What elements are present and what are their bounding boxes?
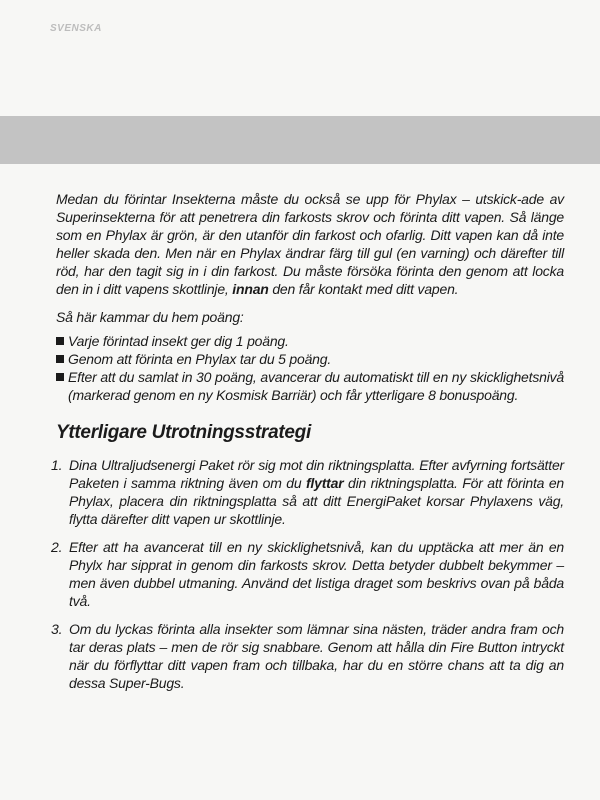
list-item (56, 368, 564, 404)
score-list (56, 332, 564, 404)
list-item (56, 350, 564, 368)
item-emphasis: flyttar (305, 475, 344, 491)
item-number: 1. (51, 457, 63, 473)
item-text-1: Dina Ultraljudsenergi Paket rör sig mot din riktningsplatta. Efter avfyrning fortsätter Paketen i samma riktning även om du (69, 457, 564, 491)
list-item (56, 332, 564, 350)
item-text: Om du lyckas förinta alla insekter som lämnar sina nästen, träder andra fram och tar deras plats – men de rör sig snabbare. Genom att hålla din Fire Button intryckt när du förflyttar ditt vapen fram och tillbaka, har du en större chans att ta dig an dessa Super-Bugs. (69, 621, 564, 691)
bullet-square-icon (56, 373, 64, 381)
header-band (0, 116, 600, 164)
bullet-square-icon (56, 355, 64, 363)
page-content (51, 190, 564, 702)
list-item (51, 538, 564, 610)
item-text-2: din riktningsplatta. För att förinta en Phylax, placera din riktningsplatta så att ditt EnergiPaket korsar Phylaxens väg, flytta därefter ditt vapen ur skottlinje. (69, 475, 564, 527)
language-label: SVENSKA (50, 23, 102, 34)
strategy-list (51, 456, 564, 692)
item-text: Efter att ha avancerat till en ny skicklighetsnivå, kan du upptäcka att mer än en Phylx har sipprat in genom din farkosts skrov. Detta betyder dubbelt bekymmer – men även dubbel utmaning. Använd det listiga draget som beskrivs ovan på båda två. (69, 539, 564, 609)
score-intro: Så här kammar du hem poäng: (56, 309, 244, 325)
list-item (51, 620, 564, 692)
bullet-square-icon (56, 337, 64, 345)
section-heading: Ytterligare Utrotningsstrategi (56, 422, 311, 443)
intro-emphasis: innan (232, 281, 269, 297)
list-item-text: Genom att förinta en Phylax tar du 5 poäng. (68, 351, 332, 367)
list-item-text: Efter att du samlat in 30 poäng, avancerar du automatiskt till en ny skicklighetsnivå (markerad genom en ny Kosmisk Barriär) och får ytterligare 8 bonuspoäng. (68, 369, 564, 403)
list-item (51, 456, 564, 528)
item-number: 3. (51, 621, 63, 637)
intro-text-2: den får kontakt med ditt vapen. (268, 281, 459, 297)
list-item-text: Varje förintad insekt ger dig 1 poäng. (68, 333, 289, 349)
item-number: 2. (51, 539, 63, 555)
intro-text-1: Medan du förintar Insekterna måste du också se upp för Phylax – utskick-ade av Superinsekterna för att penetrera din farkosts skrov och förinta ditt vapen. Så länge som en Phylax är grön, är den utanför din farkost och ofarlig. Ditt vapen kan då inte heller skada den. Men när en Phylax ändrar färg till gul (en varning) och därefter till röd, har den tagit sig in i din farkost. Du måste försöka förinta den genom att locka den in i ditt vapens skottlinje, (56, 191, 564, 297)
intro-paragraph (56, 190, 564, 298)
